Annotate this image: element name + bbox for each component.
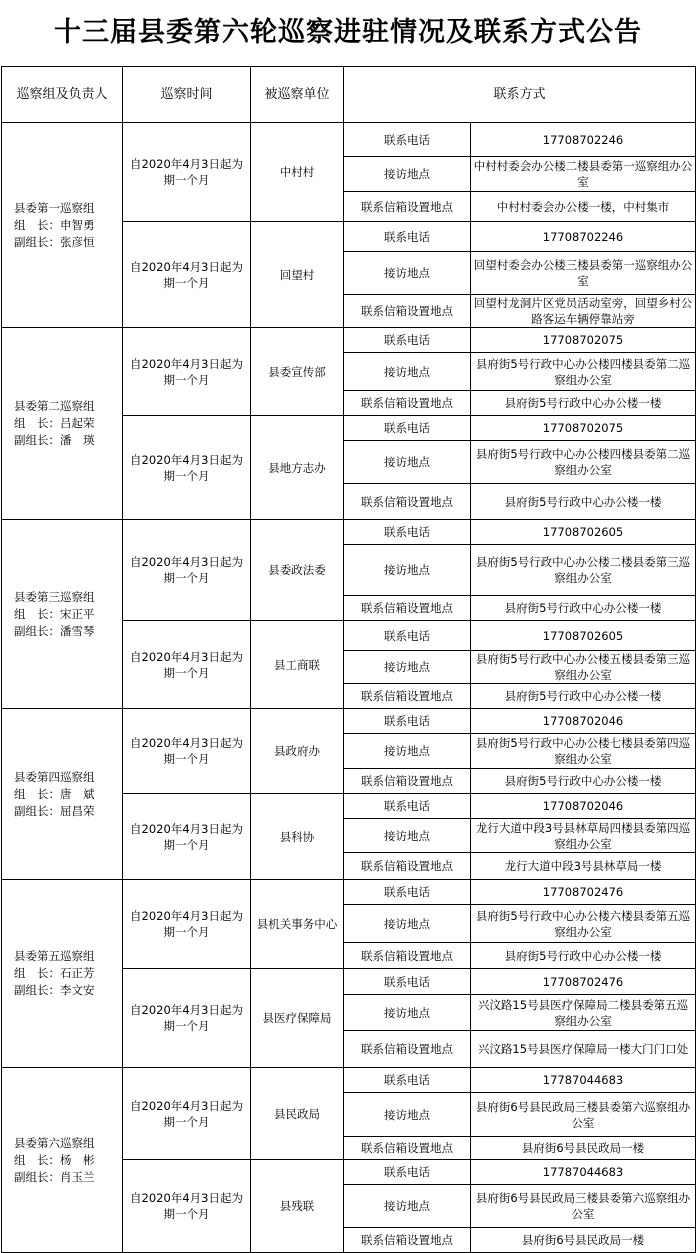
period-cell: 自2020年4月3日起为期一个月	[123, 222, 251, 328]
header-period: 巡察时间	[123, 67, 251, 123]
contact-mailbox: 龙行大道中段3号县林草局一楼	[471, 853, 696, 880]
period-cell: 自2020年4月3日起为期一个月	[123, 520, 251, 621]
contact-label: 接访地点	[344, 995, 471, 1031]
contact-mailbox: 中村村委会办公楼一楼，中村集市	[471, 192, 696, 222]
contact-phone: 17708702476	[471, 880, 696, 905]
unit-cell: 县委宣传部	[251, 328, 344, 416]
contact-label: 联系信箱设置地点	[344, 484, 471, 520]
contact-mailbox: 县府街5号行政中心办公楼一楼	[471, 769, 696, 794]
table-row	[2, 123, 696, 157]
group-name: 县委第五巡察组	[14, 949, 95, 963]
contact-label: 联系信箱设置地点	[344, 391, 471, 416]
contact-mailbox: 县府街5号行政中心办公楼一楼	[471, 943, 696, 969]
header-group: 巡察组及负责人	[2, 67, 123, 123]
period-cell: 自2020年4月3日起为期一个月	[123, 123, 251, 222]
contact-label: 联系信箱设置地点	[344, 596, 471, 621]
contact-phone: 17708702605	[471, 520, 696, 545]
contact-label: 联系电话	[344, 416, 471, 441]
contact-label: 接访地点	[344, 157, 471, 192]
contact-phone: 17708702046	[471, 709, 696, 734]
table-row	[2, 880, 696, 905]
contact-phone: 17708702075	[471, 328, 696, 353]
group-deputy: 副组长：潘雪琴	[14, 623, 95, 638]
table-row	[2, 520, 696, 545]
contact-visit: 县府街5号行政中心办公楼五楼县委第三巡察组办公室	[471, 651, 696, 684]
contact-mailbox: 县府街5号行政中心办公楼一楼	[471, 484, 696, 520]
group-cell	[2, 880, 123, 1068]
unit-cell: 县医疗保障局	[251, 969, 344, 1068]
table-row	[2, 328, 696, 353]
group-name: 县委第六巡察组	[14, 1135, 95, 1150]
unit-cell: 县民政局	[251, 1068, 344, 1160]
page-title: 十三届县委第六轮巡察进驻情况及联系方式公告	[54, 17, 642, 48]
contact-label: 联系信箱设置地点	[344, 192, 471, 222]
group-leader: 组 长：申智勇	[14, 217, 95, 232]
contact-visit: 县府街5号行政中心办公楼七楼县委第四巡察组办公室	[471, 734, 696, 769]
contact-visit: 县府街5号行政中心办公楼六楼县委第五巡察组办公室	[471, 905, 696, 943]
contact-label: 联系电话	[344, 1160, 471, 1185]
group-name: 县委第一巡察组	[14, 200, 95, 215]
contact-label: 联系电话	[344, 1068, 471, 1093]
period-cell: 自2020年4月3日起为期一个月	[123, 621, 251, 709]
group-deputy: 副组长：屈昌荣	[14, 803, 95, 818]
contact-mailbox: 县府街6号县民政局一楼	[471, 1228, 696, 1253]
group-cell	[2, 328, 123, 520]
contact-label: 接访地点	[344, 252, 471, 295]
unit-cell: 县委政法委	[251, 520, 344, 621]
unit-cell: 县工商联	[251, 621, 344, 709]
header-contact: 联系方式	[344, 67, 696, 123]
contact-label: 联系电话	[344, 969, 471, 995]
contact-table	[1, 66, 696, 1253]
table-row	[2, 1068, 696, 1093]
period-cell: 自2020年4月3日起为期一个月	[123, 969, 251, 1068]
group-leader: 组 长：唐 斌	[14, 786, 95, 801]
group-cell	[2, 1068, 123, 1253]
contact-label: 联系电话	[344, 222, 471, 252]
period-cell: 自2020年4月3日起为期一个月	[123, 1068, 251, 1160]
table-row	[2, 709, 696, 734]
group-deputy: 副组长：肖玉兰	[14, 1169, 95, 1184]
contact-label: 联系信箱设置地点	[344, 943, 471, 969]
contact-phone: 17708702246	[471, 123, 696, 157]
header-row	[2, 67, 696, 123]
contact-mailbox: 县府街6号县民政局一楼	[471, 1137, 696, 1160]
contact-label: 联系信箱设置地点	[344, 1228, 471, 1253]
group-cell	[2, 123, 123, 328]
contact-label: 接访地点	[344, 734, 471, 769]
contact-label: 联系电话	[344, 520, 471, 545]
group-cell	[2, 520, 123, 709]
period-cell: 自2020年4月3日起为期一个月	[123, 709, 251, 794]
unit-cell: 县地方志办	[251, 416, 344, 520]
contact-label: 接访地点	[344, 441, 471, 484]
unit-cell: 县机关事务中心	[251, 880, 344, 969]
unit-cell: 中村村	[251, 123, 344, 222]
contact-label: 联系电话	[344, 328, 471, 353]
period-cell: 自2020年4月3日起为期一个月	[123, 416, 251, 520]
contact-label: 联系信箱设置地点	[344, 1137, 471, 1160]
contact-visit: 县府街6号县民政局三楼县委第六巡察组办公室	[471, 1185, 696, 1228]
contact-label: 接访地点	[344, 545, 471, 596]
contact-visit: 回望村委会办公楼三楼县委第一巡察组办公室	[471, 252, 696, 295]
contact-phone: 17787044683	[471, 1160, 696, 1185]
unit-cell: 县政府办	[251, 709, 344, 794]
contact-phone: 17708702046	[471, 794, 696, 819]
unit-cell: 县科协	[251, 794, 344, 880]
contact-label: 联系电话	[344, 709, 471, 734]
group-leader: 组 长：石正芳	[14, 966, 95, 980]
period-cell: 自2020年4月3日起为期一个月	[123, 1160, 251, 1253]
contact-label: 接访地点	[344, 651, 471, 684]
group-deputy: 副组长：潘 瑛	[14, 433, 95, 447]
contact-visit: 中村村委会办公楼二楼县委第一巡察组办公室	[471, 157, 696, 192]
header-unit: 被巡察单位	[251, 67, 344, 123]
contact-label: 联系信箱设置地点	[344, 684, 471, 709]
contact-label: 联系信箱设置地点	[344, 769, 471, 794]
contact-phone: 17708702075	[471, 416, 696, 441]
group-leader: 组 长：宋正平	[14, 606, 95, 621]
contact-mailbox: 县府街5号行政中心办公楼一楼	[471, 684, 696, 709]
contact-label: 联系信箱设置地点	[344, 1031, 471, 1068]
contact-label: 接访地点	[344, 353, 471, 391]
group-leader: 组 长：吕起荣	[14, 416, 95, 430]
contact-mailbox: 县府街5号行政中心办公楼一楼	[471, 596, 696, 621]
group-leader: 组 长：杨 彬	[14, 1152, 95, 1167]
contact-label: 联系电话	[344, 621, 471, 651]
contact-visit: 龙行大道中段3号县林草局四楼县委第四巡察组办公室	[471, 819, 696, 853]
contact-mailbox: 回望村龙洞片区党员活动室旁，回望乡村公路客运车辆停靠站旁	[471, 295, 696, 328]
contact-label: 接访地点	[344, 1185, 471, 1228]
contact-label: 接访地点	[344, 1093, 471, 1137]
group-deputy: 副组长：张彦恒	[14, 234, 95, 249]
contact-phone: 17708702476	[471, 969, 696, 995]
group-name: 县委第四巡察组	[14, 769, 95, 784]
contact-visit: 县府街6号县民政局三楼县委第六巡察组办公室	[471, 1093, 696, 1137]
period-cell: 自2020年4月3日起为期一个月	[123, 880, 251, 969]
contact-phone: 17708702246	[471, 222, 696, 252]
contact-phone: 17787044683	[471, 1068, 696, 1093]
contact-label: 联系电话	[344, 880, 471, 905]
contact-mailbox: 县府街5号行政中心办公楼一楼	[471, 391, 696, 416]
contact-label: 接访地点	[344, 905, 471, 943]
period-cell: 自2020年4月3日起为期一个月	[123, 328, 251, 416]
contact-visit: 县府街5号行政中心办公楼四楼县委第二巡察组办公室	[471, 353, 696, 391]
period-cell: 自2020年4月3日起为期一个月	[123, 794, 251, 880]
group-name: 县委第二巡察组	[14, 399, 95, 413]
contact-label: 接访地点	[344, 819, 471, 853]
contact-visit: 县府街5号行政中心办公楼二楼县委第三巡察组办公室	[471, 545, 696, 596]
contact-label: 联系电话	[344, 794, 471, 819]
group-cell	[2, 709, 123, 880]
contact-label: 联系信箱设置地点	[344, 853, 471, 880]
contact-visit: 县府街5号行政中心办公楼四楼县委第二巡察组办公室	[471, 441, 696, 484]
unit-cell: 县残联	[251, 1160, 344, 1253]
contact-label: 联系电话	[344, 123, 471, 157]
contact-mailbox: 兴汶路15号县医疗保障局一楼大门门口处	[471, 1031, 696, 1068]
group-deputy: 副组长：李文安	[14, 983, 95, 997]
contact-phone: 17708702605	[471, 621, 696, 651]
contact-label: 联系信箱设置地点	[344, 295, 471, 328]
unit-cell: 回望村	[251, 222, 344, 328]
group-name: 县委第三巡察组	[14, 589, 95, 604]
contact-visit: 兴汶路15号县医疗保障局二楼县委第五巡察组办公室	[471, 995, 696, 1031]
